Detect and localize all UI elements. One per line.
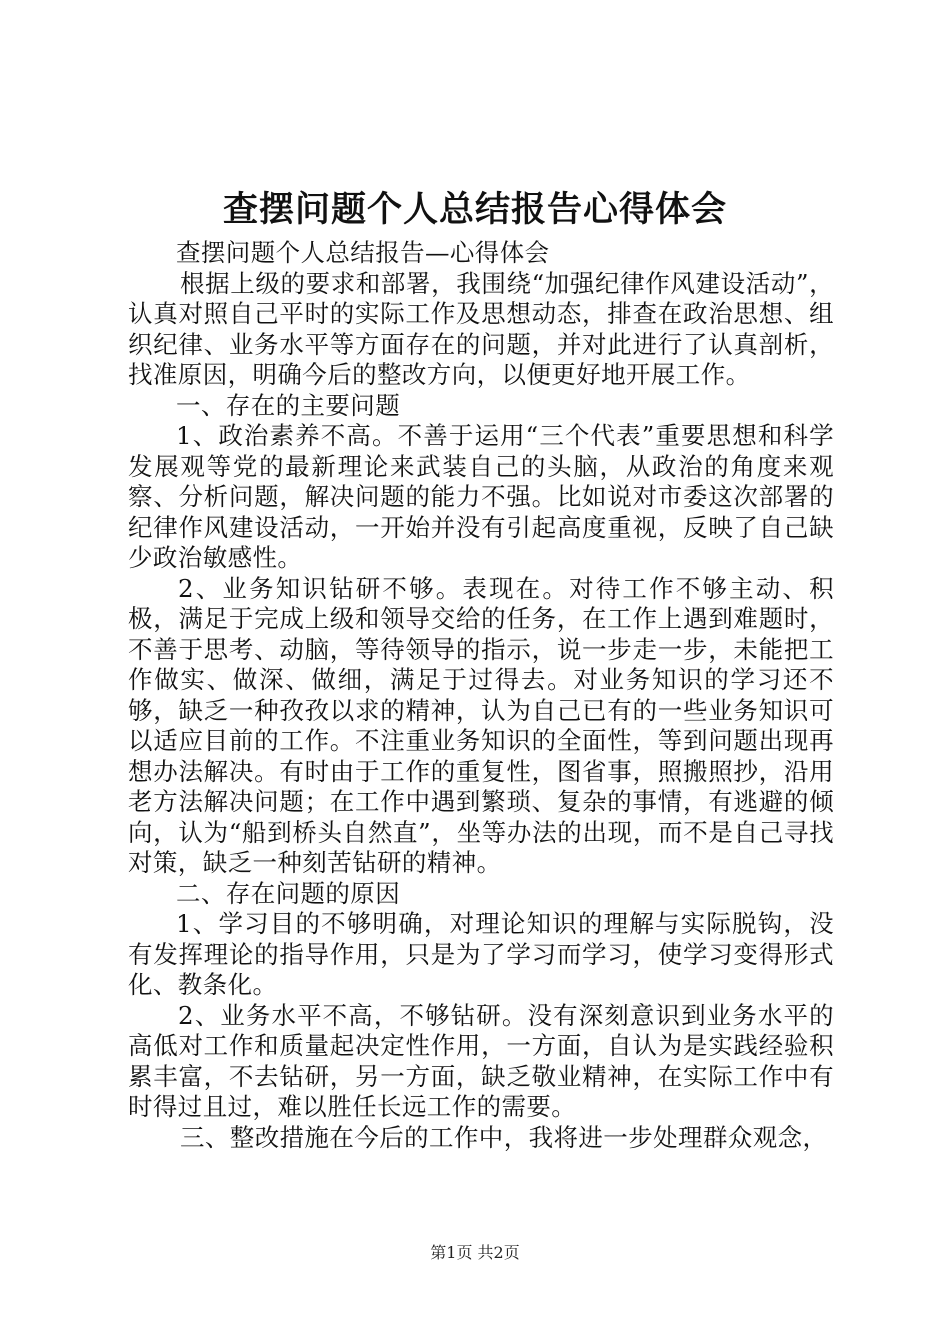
cause-1-paragraph: 1、学习目的不够明确，对理论知识的理解与实际脱钩，没有发挥理论的指导作用，只是为了学习而学习，使学习变得形式化、教条化。 xyxy=(128,909,834,999)
problem-1-paragraph: 1、政治素养不高。不善于运用“三个代表”重要思想和科学发展观等党的最新理论来武装自己的头脑，从政治的角度来观察、分析问题，解决问题的能力不强。比如说对市委这次部署的纪律作风建设活动，一开始并没有引起高度重视，反映了自己缺少政治敏感性。 xyxy=(128,421,834,572)
section-heading-measures: 三、整改措施在今后的工作中，我将进一步处理群众观念， xyxy=(180,1122,828,1152)
intro-paragraph: 根据上级的要求和部署，我围绕“加强纪律作风建设活动”，认真对照自己平时的实际工作及思想动态，排查在政治思想、组织纪律、业务水平等方面存在的问题，并对此进行了认真剖析，找准原因，明确今后的整改方向，以便更好地开展工作。 xyxy=(128,268,834,389)
problem-2-paragraph: 2、业务知识钻研不够。表现在。对待工作不够主动、积极，满足于完成上级和领导交给的任务，在工作上遇到难题时，不善于思考、动脑，等待领导的指示，说一步走一步，未能把工作做实、做深、做细，满足于过得去。对业务知识的学习还不够，缺乏一种孜孜以求的精神，认为自己已有的一些业务知识可以适应目前的工作。不注重业务知识的全面性，等到问题出现再想办法解决。有时由于工作的重复性，图省事，照搬照抄，沿用老方法解决问题；在工作中遇到繁琐、复杂的事情，有逃避的倾向，认为“船到桥头自然直”，坐等办法的出现，而不是自己寻找对策，缺乏一种刻苦钻研的精神。 xyxy=(128,573,834,877)
document-title: 查摆问题个人总结报告心得体会 xyxy=(222,189,727,230)
page-footer: 第1页 共2页 xyxy=(430,1243,520,1262)
section-heading-causes: 二、存在问题的原因 xyxy=(176,878,401,908)
document-body xyxy=(128,238,834,1153)
cause-2-paragraph: 2、业务水平不高，不够钻研。没有深刻意识到业务水平的高低对工作和质量起决定性作用，一方面，自认为是实践经验积累丰富，不去钻研，另一方面，缺乏敬业精神，在实际工作中有时得过且过，难以胜任长远工作的需要。 xyxy=(128,1000,834,1121)
subtitle-paragraph: 查摆问题个人总结报告—心得体会 xyxy=(176,238,550,267)
section-heading-problems: 一、存在的主要问题 xyxy=(176,390,401,420)
